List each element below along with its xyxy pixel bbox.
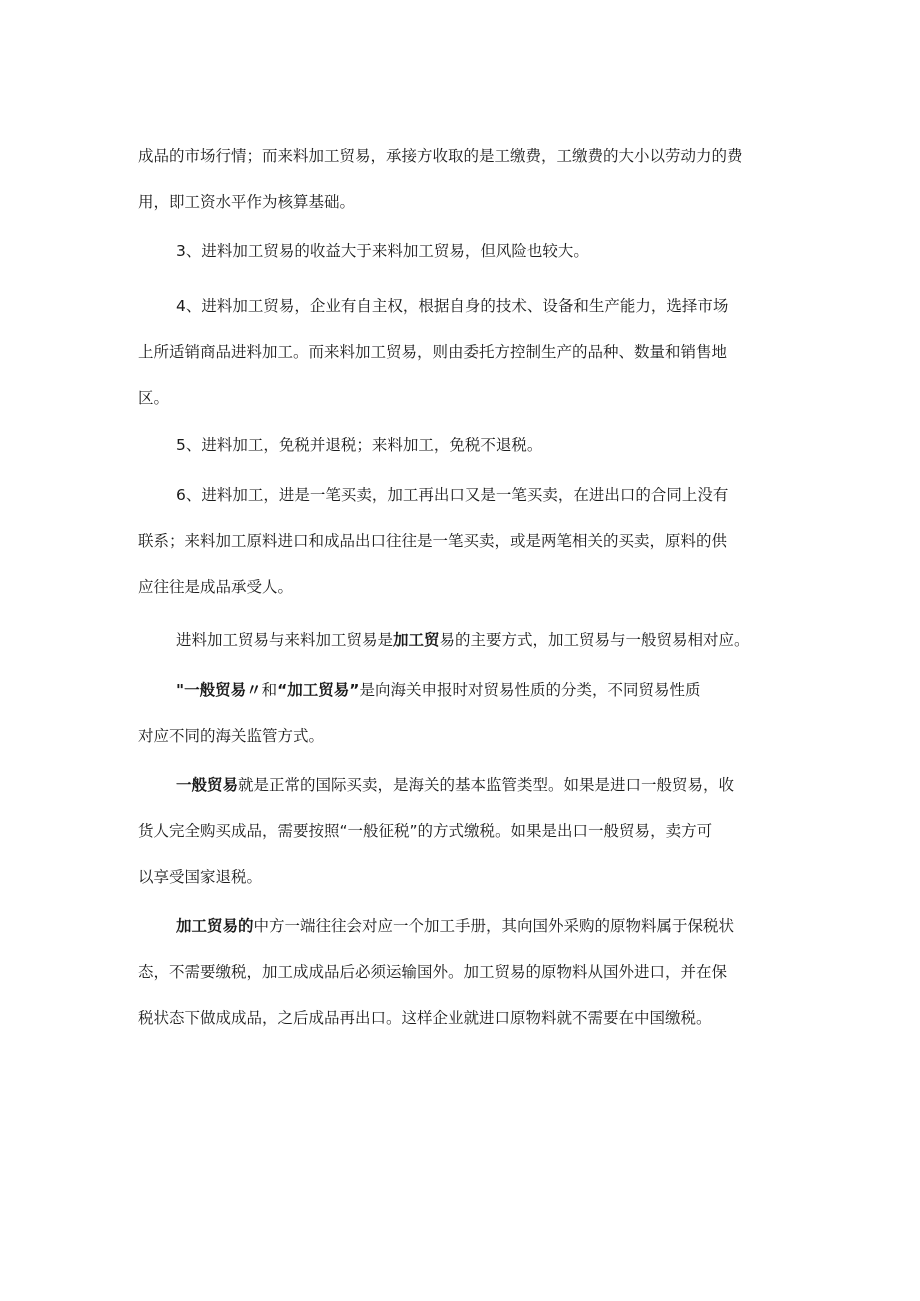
bold-term: 加工贸	[393, 631, 440, 649]
paragraph-point-6	[138, 472, 788, 610]
text-line	[138, 903, 788, 949]
text-line: 成品的市场行情；而来料加工贸易，承接方收取的是工缴费，工缴费的大小以劳动力的费	[138, 147, 743, 165]
plain-text: 就是正常的国际买卖，是海关的基本监管类型。如果是进口一般贸易，收	[238, 776, 735, 794]
text-line: 3、进料加工贸易的收益大于来料加工贸易，但风险也较大。	[176, 242, 589, 260]
text-line: 6、进料加工，进是一笔买卖，加工再出口又是一笔买卖，在进出口的合同上没有	[176, 486, 729, 504]
text-line: 货人完全购买成品，需要按照“一般征税”的方式缴税。如果是出口一般贸易，卖方可	[138, 822, 713, 840]
bold-term: 加工贸易的	[176, 917, 254, 935]
paragraph-processing-fee	[138, 133, 788, 225]
bold-term: “加工贸易”	[277, 681, 360, 699]
text-line: 以享受国家退税。	[138, 868, 263, 886]
paragraph-processing-trade	[138, 903, 788, 1041]
text-line: 对应不同的海关监管方式。	[138, 727, 325, 745]
bold-term: "一般贸易〃	[176, 681, 262, 699]
paragraph-point-5	[138, 422, 788, 468]
text-line: 5、进料加工，免税并退税；来料加工，免税不退税。	[176, 436, 543, 454]
text-line	[138, 762, 788, 808]
text-line: 区。	[138, 389, 170, 407]
bold-term: 一般贸易	[176, 776, 239, 794]
plain-text: 易的主要方式，加工贸易与一般贸易相对应。	[439, 631, 750, 649]
paragraph-point-3	[138, 228, 788, 274]
plain-text: 进料加工贸易与来料加工贸易是	[176, 631, 394, 649]
text-line: 联系；来料加工原料进口和成品出口往往是一笔买卖，或是两笔相关的买卖，原料的供	[138, 532, 728, 550]
paragraph-trade-classification	[138, 667, 788, 759]
text-line: 应往往是成品承受人。	[138, 578, 294, 596]
paragraph-general-trade	[138, 762, 788, 900]
paragraph-main-methods	[138, 617, 788, 663]
text-line: 税状态下做成成品，之后成品再出口。这样企业就进口原物料就不需要在中国缴税。	[138, 1009, 712, 1027]
plain-text: 是向海关申报时对贸易性质的分类，不同贸易性质	[359, 681, 701, 699]
plain-text: 和	[261, 681, 278, 699]
text-line: 上所适销商品进料加工。而来料加工贸易，则由委托方控制生产的品种、数量和销售地	[138, 343, 728, 361]
paragraph-point-4	[138, 283, 788, 421]
text-line	[138, 667, 788, 713]
text-line	[138, 617, 788, 663]
text-line: 用，即工资水平作为核算基础。	[138, 193, 356, 211]
plain-text: 中方一端往往会对应一个加工手册，其向国外采购的原物料属于保税状	[253, 917, 735, 935]
text-line: 4、进料加工贸易，企业有自主权，根据自身的技术、设备和生产能力，选择市场	[176, 297, 729, 315]
text-line: 态，不需要缴税，加工成成品后必须运输国外。加工贸易的原物料从国外进口，并在保	[138, 963, 728, 981]
